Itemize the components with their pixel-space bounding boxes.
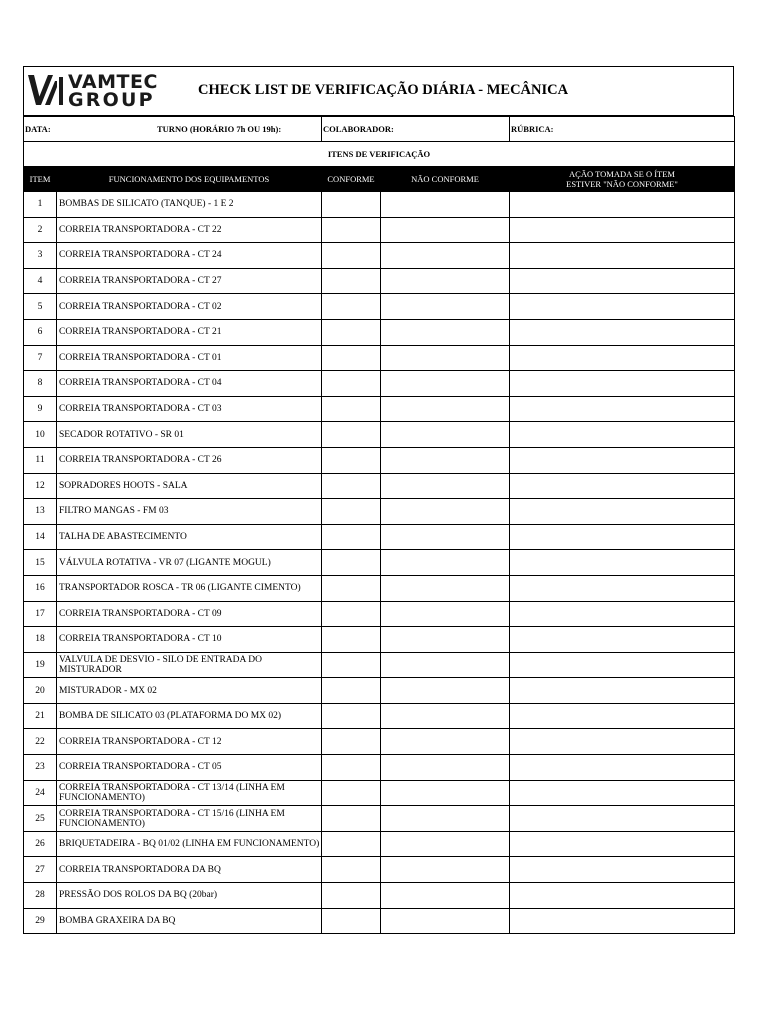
table-row: [24, 575, 735, 601]
table-row: [24, 396, 735, 422]
conforme-cell[interactable]: [322, 371, 381, 397]
table-row: [24, 857, 735, 883]
item-number: 7: [24, 345, 57, 371]
item-number: 29: [24, 908, 57, 934]
item-description: SOPRADORES HOOTS - SALA: [57, 473, 322, 499]
table-row: [24, 345, 735, 371]
item-description: TALHA DE ABASTECIMENTO: [57, 524, 322, 550]
rubrica-label: RÚBRICA:: [511, 124, 554, 134]
checklist-table: [23, 116, 735, 934]
item-description: CORREIA TRANSPORTADORA - CT 05: [57, 755, 322, 781]
nao-conforme-cell[interactable]: [381, 908, 510, 934]
conforme-cell[interactable]: [322, 601, 381, 627]
item-number: 11: [24, 447, 57, 473]
table-row: [24, 217, 735, 243]
conforme-cell[interactable]: [322, 806, 381, 832]
item-description: CORREIA TRANSPORTADORA - CT 22: [57, 217, 322, 243]
acao-cell[interactable]: [510, 243, 735, 269]
nao-conforme-cell[interactable]: [381, 550, 510, 576]
nao-conforme-cell[interactable]: [381, 319, 510, 345]
nao-conforme-cell[interactable]: [381, 831, 510, 857]
item-description: CORREIA TRANSPORTADORA - CT 13/14 (LINHA EM FUNCIONAMENTO): [57, 780, 322, 806]
item-number: 26: [24, 831, 57, 857]
item-description: VALVULA DE DESVIO - SILO DE ENTRADA DO MISTURADOR: [57, 652, 322, 678]
nao-conforme-cell[interactable]: [381, 755, 510, 781]
column-header-row: [24, 167, 735, 192]
item-description: BOMBA DE SILICATO 03 (PLATAFORMA DO MX 02): [57, 703, 322, 729]
conforme-cell[interactable]: [322, 319, 381, 345]
checklist-sheet: [23, 66, 734, 934]
item-description: CORREIA TRANSPORTADORA - CT 12: [57, 729, 322, 755]
table-row: [24, 422, 735, 448]
item-description: BOMBAS DE SILICATO (TANQUE) - 1 E 2: [57, 192, 322, 218]
conforme-cell[interactable]: [322, 243, 381, 269]
table-row: [24, 627, 735, 653]
table-row: [24, 678, 735, 704]
conforme-cell[interactable]: [322, 780, 381, 806]
conforme-cell[interactable]: [322, 755, 381, 781]
table-row: [24, 806, 735, 832]
item-number: 8: [24, 371, 57, 397]
item-number: 27: [24, 857, 57, 883]
col-acao-header-line2: ESTIVER "NÃO CONFORME": [566, 179, 678, 189]
nao-conforme-cell[interactable]: [381, 345, 510, 371]
item-number: 1: [24, 192, 57, 218]
table-row: [24, 524, 735, 550]
item-number: 17: [24, 601, 57, 627]
table-row: [24, 243, 735, 269]
conforme-cell[interactable]: [322, 831, 381, 857]
acao-cell[interactable]: [510, 447, 735, 473]
item-description: CORREIA TRANSPORTADORA - CT 21: [57, 319, 322, 345]
item-description: BOMBA GRAXEIRA DA BQ: [57, 908, 322, 934]
item-description: FILTRO MANGAS - FM 03: [57, 499, 322, 525]
colaborador-label: COLABORADOR:: [323, 124, 394, 134]
table-row: [24, 831, 735, 857]
item-number: 10: [24, 422, 57, 448]
item-description: CORREIA TRANSPORTADORA - CT 02: [57, 294, 322, 320]
table-row: [24, 601, 735, 627]
acao-cell[interactable]: [510, 499, 735, 525]
conforme-cell[interactable]: [322, 908, 381, 934]
nao-conforme-cell[interactable]: [381, 806, 510, 832]
section-title: ITENS DE VERIFICAÇÃO: [24, 142, 735, 167]
table-row: [24, 550, 735, 576]
conforme-cell[interactable]: [322, 499, 381, 525]
item-description: CORREIA TRANSPORTADORA - CT 04: [57, 371, 322, 397]
date-field[interactable]: [24, 117, 322, 142]
acao-cell[interactable]: [510, 601, 735, 627]
conforme-cell[interactable]: [322, 268, 381, 294]
acao-cell[interactable]: [510, 422, 735, 448]
acao-cell[interactable]: [510, 883, 735, 909]
table-row: [24, 371, 735, 397]
nao-conforme-cell[interactable]: [381, 652, 510, 678]
item-number: 14: [24, 524, 57, 550]
col-conforme-header: CONFORME: [322, 167, 381, 192]
acao-cell[interactable]: [510, 729, 735, 755]
acao-cell[interactable]: [510, 652, 735, 678]
conforme-cell[interactable]: [322, 345, 381, 371]
item-description: CORREIA TRANSPORTADORA DA BQ: [57, 857, 322, 883]
table-row: [24, 319, 735, 345]
item-number: 22: [24, 729, 57, 755]
turno-label: TURNO (HORÁRIO 7h OU 19h):: [157, 124, 282, 134]
acao-cell[interactable]: [510, 345, 735, 371]
conforme-cell[interactable]: [322, 192, 381, 218]
conforme-cell[interactable]: [322, 729, 381, 755]
item-number: 16: [24, 575, 57, 601]
nao-conforme-cell[interactable]: [381, 447, 510, 473]
date-label: DATA:: [25, 124, 51, 134]
conforme-cell[interactable]: [322, 703, 381, 729]
item-number: 23: [24, 755, 57, 781]
acao-cell[interactable]: [510, 831, 735, 857]
acao-cell[interactable]: [510, 473, 735, 499]
nao-conforme-cell[interactable]: [381, 857, 510, 883]
col-acao-header: [510, 167, 735, 192]
item-number: 18: [24, 627, 57, 653]
item-description: CORREIA TRANSPORTADORA - CT 27: [57, 268, 322, 294]
conforme-cell[interactable]: [322, 550, 381, 576]
nao-conforme-cell[interactable]: [381, 780, 510, 806]
item-number: 9: [24, 396, 57, 422]
acao-cell[interactable]: [510, 396, 735, 422]
item-description: MISTURADOR - MX 02: [57, 678, 322, 704]
table-row: [24, 780, 735, 806]
nao-conforme-cell[interactable]: [381, 729, 510, 755]
nao-conforme-cell[interactable]: [381, 268, 510, 294]
col-acao-header-line1: AÇÃO TOMADA SE O ÍTEM: [569, 169, 675, 179]
acao-cell[interactable]: [510, 550, 735, 576]
item-number: 25: [24, 806, 57, 832]
table-row: [24, 755, 735, 781]
acao-cell[interactable]: [510, 217, 735, 243]
table-row: [24, 908, 735, 934]
acao-cell[interactable]: [510, 371, 735, 397]
table-row: [24, 652, 735, 678]
colaborador-field[interactable]: [322, 117, 510, 142]
nao-conforme-cell[interactable]: [381, 575, 510, 601]
conforme-cell[interactable]: [322, 575, 381, 601]
conforme-cell[interactable]: [322, 857, 381, 883]
conforme-cell[interactable]: [322, 473, 381, 499]
item-description: CORREIA TRANSPORTADORA - CT 24: [57, 243, 322, 269]
item-number: 28: [24, 883, 57, 909]
company-logo: [26, 73, 176, 111]
section-row: [24, 142, 735, 167]
conforme-cell[interactable]: [322, 883, 381, 909]
item-number: 3: [24, 243, 57, 269]
acao-cell[interactable]: [510, 703, 735, 729]
nao-conforme-cell[interactable]: [381, 243, 510, 269]
acao-cell[interactable]: [510, 268, 735, 294]
item-number: 12: [24, 473, 57, 499]
nao-conforme-cell[interactable]: [381, 703, 510, 729]
document-header: [23, 66, 734, 116]
item-number: 13: [24, 499, 57, 525]
acao-cell[interactable]: [510, 678, 735, 704]
table-row: [24, 729, 735, 755]
item-number: 4: [24, 268, 57, 294]
item-number: 20: [24, 678, 57, 704]
item-description: TRANSPORTADOR ROSCA - TR 06 (LIGANTE CIMENTO): [57, 575, 322, 601]
logo-text-group: GROUP: [68, 89, 155, 111]
conforme-cell[interactable]: [322, 524, 381, 550]
nao-conforme-cell[interactable]: [381, 422, 510, 448]
item-number: 21: [24, 703, 57, 729]
item-description: CORREIA TRANSPORTADORA - CT 26: [57, 447, 322, 473]
table-row: [24, 192, 735, 218]
table-row: [24, 499, 735, 525]
nao-conforme-cell[interactable]: [381, 678, 510, 704]
nao-conforme-cell[interactable]: [381, 371, 510, 397]
item-number: 6: [24, 319, 57, 345]
table-row: [24, 268, 735, 294]
acao-cell[interactable]: [510, 806, 735, 832]
rubrica-field[interactable]: [510, 117, 735, 142]
acao-cell[interactable]: [510, 857, 735, 883]
table-row: [24, 447, 735, 473]
conforme-cell[interactable]: [322, 652, 381, 678]
item-description: BRIQUETADEIRA - BQ 01/02 (LINHA EM FUNCIONAMENTO): [57, 831, 322, 857]
conforme-cell[interactable]: [322, 217, 381, 243]
item-number: 15: [24, 550, 57, 576]
acao-cell[interactable]: [510, 319, 735, 345]
conforme-cell[interactable]: [322, 396, 381, 422]
acao-cell[interactable]: [510, 780, 735, 806]
acao-cell[interactable]: [510, 575, 735, 601]
conforme-cell[interactable]: [322, 422, 381, 448]
nao-conforme-cell[interactable]: [381, 601, 510, 627]
item-number: 5: [24, 294, 57, 320]
nao-conforme-cell[interactable]: [381, 473, 510, 499]
item-description: VÁLVULA ROTATIVA - VR 07 (LIGANTE MOGUL): [57, 550, 322, 576]
item-number: 24: [24, 780, 57, 806]
nao-conforme-cell[interactable]: [381, 524, 510, 550]
item-description: CORREIA TRANSPORTADORA - CT 15/16 (LINHA EM FUNCIONAMENTO): [57, 806, 322, 832]
col-nao-conforme-header: NÃO CONFORME: [381, 167, 510, 192]
item-description: CORREIA TRANSPORTADORA - CT 03: [57, 396, 322, 422]
item-description: CORREIA TRANSPORTADORA - CT 09: [57, 601, 322, 627]
meta-row: [24, 117, 735, 142]
item-description: CORREIA TRANSPORTADORA - CT 10: [57, 627, 322, 653]
col-funcionamento-header: FUNCIONAMENTO DOS EQUIPAMENTOS: [57, 167, 322, 192]
nao-conforme-cell[interactable]: [381, 883, 510, 909]
acao-cell[interactable]: [510, 755, 735, 781]
conforme-cell[interactable]: [322, 627, 381, 653]
table-row: [24, 883, 735, 909]
conforme-cell[interactable]: [322, 294, 381, 320]
vamtec-logo-icon: [26, 73, 66, 107]
nao-conforme-cell[interactable]: [381, 627, 510, 653]
acao-cell[interactable]: [510, 524, 735, 550]
item-description: PRESSÃO DOS ROLOS DA BQ (20bar): [57, 883, 322, 909]
item-description: CORREIA TRANSPORTADORA - CT 01: [57, 345, 322, 371]
nao-conforme-cell[interactable]: [381, 499, 510, 525]
item-number: 19: [24, 652, 57, 678]
conforme-cell[interactable]: [322, 447, 381, 473]
table-row: [24, 703, 735, 729]
logo-text-vamtec: VAMTEC: [68, 71, 158, 93]
acao-cell[interactable]: [510, 627, 735, 653]
nao-conforme-cell[interactable]: [381, 396, 510, 422]
acao-cell[interactable]: [510, 294, 735, 320]
nao-conforme-cell[interactable]: [381, 217, 510, 243]
col-item-header: ITEM: [24, 167, 57, 192]
table-row: [24, 294, 735, 320]
item-number: 2: [24, 217, 57, 243]
acao-cell[interactable]: [510, 192, 735, 218]
nao-conforme-cell[interactable]: [381, 294, 510, 320]
document-title: CHECK LIST DE VERIFICAÇÃO DIÁRIA - MECÂNICA: [198, 82, 569, 98]
table-row: [24, 473, 735, 499]
acao-cell[interactable]: [510, 908, 735, 934]
conforme-cell[interactable]: [322, 678, 381, 704]
item-description: SECADOR ROTATIVO - SR 01: [57, 422, 322, 448]
nao-conforme-cell[interactable]: [381, 192, 510, 218]
